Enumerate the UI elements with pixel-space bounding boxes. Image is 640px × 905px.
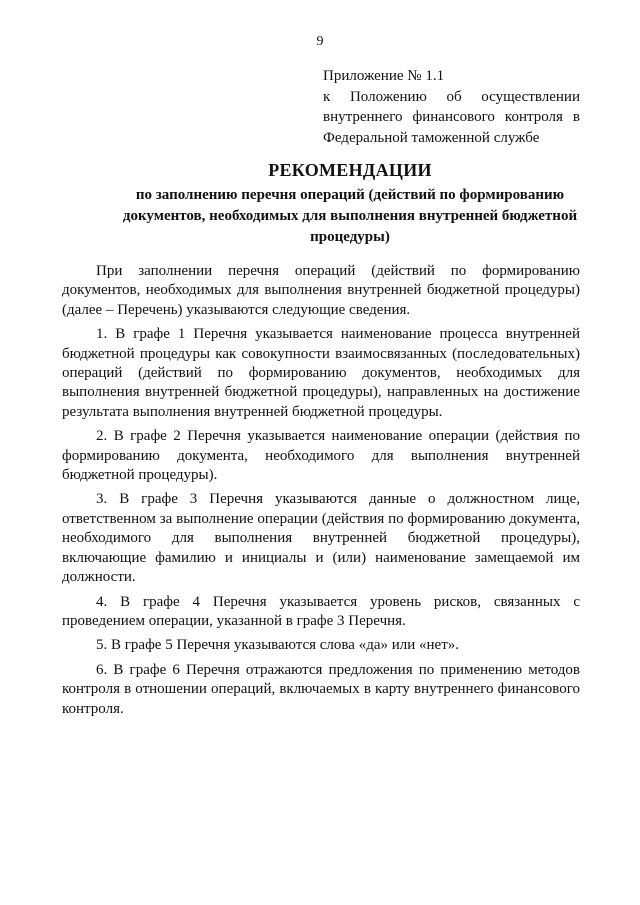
document-body (62, 262, 580, 724)
appendix-reference (323, 66, 580, 148)
page-number: 9 (316, 34, 324, 49)
document-title: РЕКОМЕНДАЦИИ (268, 160, 432, 180)
appendix-line-2: к Положению об осуществлении (323, 88, 580, 105)
paragraph-item-4: 4. В графе 4 Перечня указывается уровень рисков, связанных с проведением операции, указанной в графе 3 Перечня. (62, 593, 580, 629)
paragraph-item-3: 3. В графе 3 Перечня указываются данные о должностном лице, ответственном за выполнение операции (действия по формированию документа, необходимого для выполнения внутренней бюджетной процедуры), включающие фамилию и инициалы и (или) наименование замещаемой им должности. (62, 491, 580, 586)
paragraph-item-6: 6. В графе 6 Перечня отражаются предложения по применению методов контроля в отношении операций, включаемых в карту внутреннего финансового контроля. (62, 661, 580, 717)
paragraph-intro: При заполнении перечня операций (действий по формированию документов, необходимых для выполнения внутренней бюджетной процедуры) (далее – Перечень) указываются следующие сведения. (62, 263, 580, 318)
paragraph-item-5: 5. В графе 5 Перечня указываются слова «да» или «нет». (96, 637, 460, 654)
appendix-title: Приложение № 1.1 (323, 68, 445, 84)
document-subtitle: по заполнению перечня операций (действий по формированию документов, необходимых для выполнения внутренней бюджетной процедуры) (122, 187, 578, 245)
paragraph-item-1: 1. В графе 1 Перечня указывается наименование процесса внутренней бюджетной процедуры как совокупности взаимосвязанных (последовательных) операций (действий по формированию документов, необходимых для выполнения внутренней бюджетной процедуры), направленных на достижение результата выполнения внутренней бюджетной процедуры. (62, 326, 580, 420)
paragraph-item-2: 2. В графе 2 Перечня указывается наименование операции (действия по формированию документа, необходимого для выполнения внутренней бюджетной процедуры). (62, 428, 580, 484)
appendix-line-4: Федеральной таможенной службе (323, 129, 540, 146)
appendix-line-3: внутреннего финансового контроля в (323, 109, 580, 125)
